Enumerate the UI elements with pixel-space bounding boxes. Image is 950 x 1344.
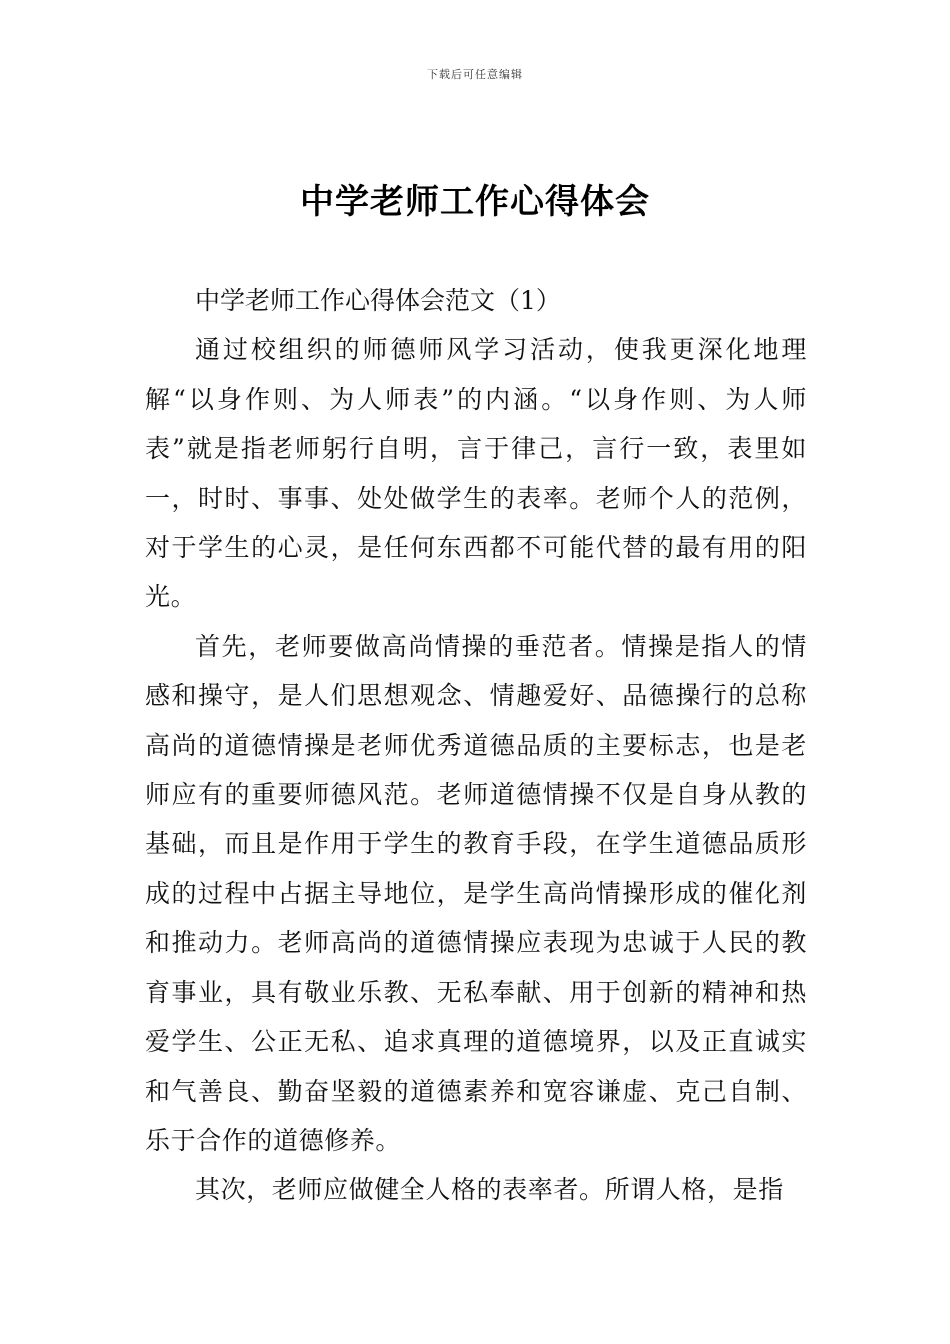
paragraph: 首先，老师要做高尚情操的垂范者。情操是指人的情感和操守，是人们思想观念、情趣爱好、品德操行的总称高尚的道德情操是老师优秀道德品质的主要标志，也是老师应有的重要师德风范。老师道德情操不仅是自身从教的基础，而且是作用于学生的教育手段，在学生道德品质形成的过程中占据主导地位，是学生高尚情操形成的催化剂和推动力。老师高尚的道德情操应表现为忠诚于人民的教育事业，具有敬业乐教、无私奉献、用于创新的精神和热爱学生、公正无私、追求真理的道德境界，以及正直诚实和气善良、勤奋坚毅的道德素养和宽容谦虚、克己自制、乐于合作的道德修养。 <box>145 631 807 1155</box>
section-heading: 中学老师工作心得体会范文（1） <box>195 286 561 315</box>
paragraph: 通过校组织的师德师风学习活动，使我更深化地理解“以身作则、为人师表”的内涵。“以身作则、为人师表”就是指老师躬行自明，言于律己，言行一致，表里如一，时时、事事、处处做学生的表率。老师个人的范例，对于学生的心灵，是任何东西都不可能代替的最有用的阳光。 <box>145 335 807 612</box>
document-body <box>145 276 807 1215</box>
header-note: 下载后可任意编辑 <box>427 68 523 81</box>
paragraph: 其次，老师应做健全人格的表率者。所谓人格，是指 <box>195 1175 784 1205</box>
document-title: 中学老师工作心得体会 <box>300 182 650 222</box>
